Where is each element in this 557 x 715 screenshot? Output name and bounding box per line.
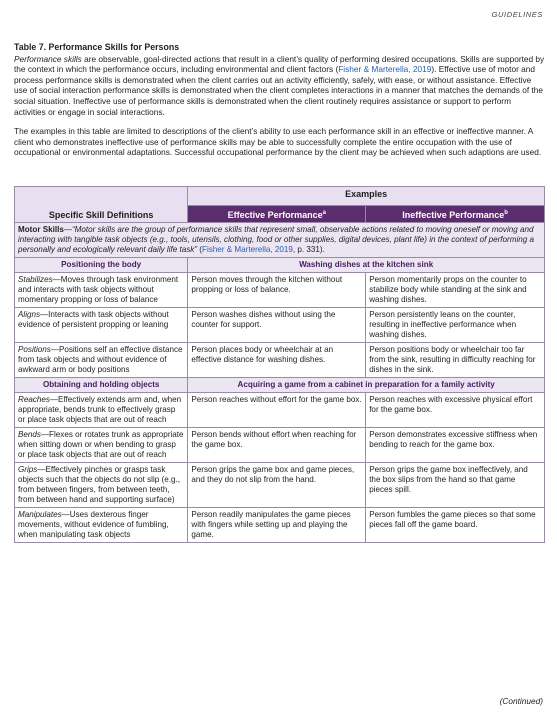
- ineffective-example: Person momentarily props on the counter to stabilize body while standing at the sink and washing dishes.: [366, 273, 545, 308]
- effective-example: Person moves through the kitchen without propping or loss of balance.: [188, 273, 366, 308]
- header-effective: Effective Performance$^a$: [188, 206, 366, 223]
- ineffective-example: Person fumbles the game pieces so that some pieces fall off the game board.: [366, 508, 545, 543]
- intro-paragraph-1: [14, 54, 545, 118]
- section-scenario: Washing dishes at the kitchen sink: [188, 258, 545, 273]
- table-row: [15, 393, 545, 428]
- intro-citation-link[interactable]: Fisher & Marterella, 2019: [338, 64, 432, 75]
- intro-term: Performance skills: [14, 53, 82, 64]
- table-row: [15, 428, 545, 463]
- table-title: Table 7. Performance Skills for Persons: [14, 42, 180, 52]
- effective-example: Person bends without effort when reaching for the game box.: [188, 428, 366, 463]
- table-row: [15, 343, 545, 378]
- table-row: [15, 308, 545, 343]
- table-row: [15, 463, 545, 508]
- section-header-row: [15, 258, 545, 273]
- skill-definition: Positions—Positions self an effective distance from task objects and without evidence of awkward arm or body positions: [15, 343, 188, 378]
- ineffective-example: Person positions body or wheelchair too far from the sink, resulting in difficulty reaching for dishes in the sink.: [366, 343, 545, 378]
- header-specific-skill: Specific Skill Definitions: [15, 187, 188, 223]
- table-row: [15, 273, 545, 308]
- section-scenario: Acquiring a game from a cabinet in preparation for a family activity: [188, 378, 545, 393]
- skill-definition: Manipulates—Uses dexterous finger movements, without evidence of fumbling, when manipulating task objects: [15, 508, 188, 543]
- skill-definition: Grips—Effectively pinches or grasps task objects such that the objects do not slip (e.g., from between fingers, from between teeth, from between hand and supporting surface): [15, 463, 188, 508]
- effective-example: Person places body or wheelchair at an effective distance for washing dishes.: [188, 343, 366, 378]
- intro-text-a: are observable, goal-directed actions that result in a client’s quality of performing desired occupations. Skills are supported by the context in which the performance occurs, including environmental and client factors (: [14, 53, 545, 75]
- effective-example: Person washes dishes without using the counter for support.: [188, 308, 366, 343]
- ineffective-example: Person reaches with excessive physical effort for the game box.: [366, 393, 545, 428]
- effective-example: Person grips the game box and game pieces, and they do not slip from the hand.: [188, 463, 366, 508]
- motor-skills-row: [15, 223, 545, 258]
- ineffective-example: Person persistently leans on the counter, resulting in ineffective performance when washing dishes.: [366, 308, 545, 343]
- skill-definition: Stabilizes—Moves through task environment and interacts with task objects without momentary propping or loss of balance: [15, 273, 188, 308]
- intro-block: [14, 42, 545, 167]
- performance-skills-table: [14, 186, 545, 543]
- section-header-row: [15, 378, 545, 393]
- header-examples: Examples: [188, 187, 545, 206]
- intro-paragraph-2: The examples in this table are limited to descriptions of the client’s ability to use each performance skill in an effective or ineffective manner. A client who demonstrates ineffective use of performance skills may be able to successfully complete the entire occupation with the use of occupational or environmental adaptations. Successful occupational performance by the client may be achieved when such adaptions are used.: [14, 126, 542, 158]
- section-category: Positioning the body: [15, 258, 188, 273]
- ineffective-example: Person grips the game box ineffectively, and the box slips from the hand so that game pieces spill.: [366, 463, 545, 508]
- running-head: GUIDELINES: [491, 10, 543, 19]
- effective-example: Person readily manipulates the game pieces with fingers while setting up and playing the game.: [188, 508, 366, 543]
- ineffective-example: Person demonstrates excessive stiffness when bending to reach for the game box.: [366, 428, 545, 463]
- intro-text-b: ). Effective use of motor and process performance skills is demonstrated when the client carries out an activity efficiently, safely, with ease, or without assistance. Effective use of social interaction performance skills is demonstrated when the client completes interactions in a manner that matches the demands of the social situation. Ineffective use of performance skills is demonstrated when the client routinely requires assistance or support to perform activities or engage in social interactions.: [14, 64, 543, 117]
- skill-definition: Bends—Flexes or rotates trunk as appropriate when sitting down or when bending to grasp or place task objects that are out of reach: [15, 428, 188, 463]
- skill-definition: Aligns—Interacts with task objects without evidence of persistent propping or leaning: [15, 308, 188, 343]
- motor-skills-definition: Motor Skills—“Motor skills are the group of performance skills that represent small, observable actions related to moving oneself or moving and interacting with tangible task objects (e.g., tools, utensils, clothing, food or other supplies, digital devices, plant life) in the context of performing a personally and ecologically relevant daily life task” (Fisher & Marterella, 2019, p. 331).: [15, 223, 545, 258]
- header-ineffective: Ineffective Performance$^b$: [366, 206, 545, 223]
- skill-definition: Reaches—Effectively extends arm and, when appropriate, bends trunk to effectively grasp or place task objects that are out of reach: [15, 393, 188, 428]
- section-category: Obtaining and holding objects: [15, 378, 188, 393]
- continued-label: (Continued): [499, 696, 543, 706]
- motor-skills-citation-link[interactable]: Fisher & Marterella, 2019: [202, 245, 293, 254]
- effective-example: Person reaches without effort for the game box.: [188, 393, 366, 428]
- table-row: [15, 508, 545, 543]
